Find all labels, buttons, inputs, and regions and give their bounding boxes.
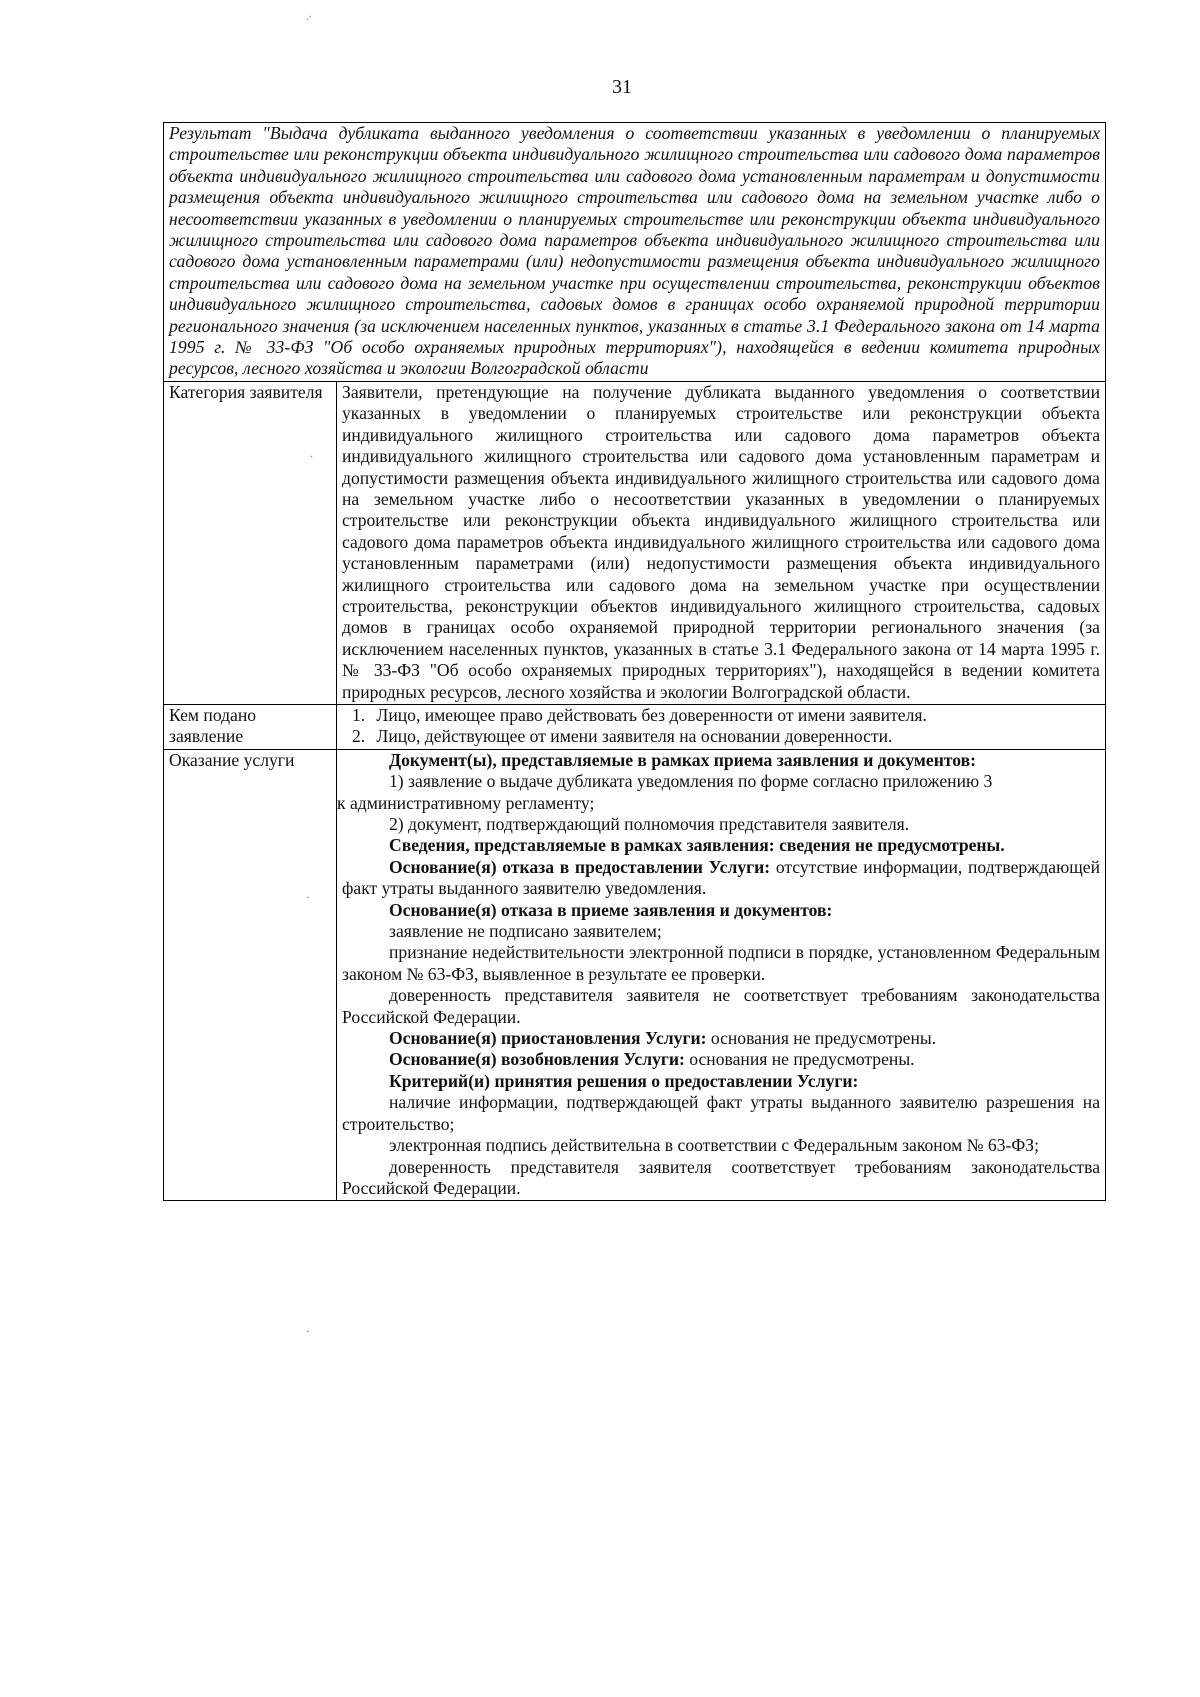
list-item	[342, 705, 1100, 726]
reject-item: заявление не подписано заявителем;	[389, 921, 662, 942]
result-title: Результат "Выдача дубликата выданного уведомления о соответствии указанных в уведомлении о планируемых строительстве или реконструкции объекта индивидуального жилищного строительства или садового дома параметров объекта индивидуального жилищного строительства или садового дома установленным параметрам и допустимости размещения объекта индивидуального жилищного строительства или садового дома на земельном участке либо о несоответствии указанных в уведомлении о планируемых строительстве или реконструкции объекта индивидуального жилищного строительства или садового дома параметров объекта индивидуального жилищного строительства или садового дома установленным параметрами (или) недопустимости размещения объекта индивидуального жилищного строительства или садового дома на земельном участке при осуществлении строительства, реконструкции объектов индивидуального жилищного строительства, садовых домов в границах особо охраняемой природной территории регионального значения (за исключением населенных пунктов, указанных в статье 3.1 Федерального закона от 14 марта 1995 г. № 33-ФЗ "Об особо охраняемых природных территориях"), находящейся в ведении комитета природных ресурсов, лесного хозяйства и экологии Волгоградской области	[164, 123, 1106, 382]
document-item-continued: к административному регламенту;	[337, 792, 595, 813]
list-text: Лицо, имеющее право действовать без доверенности от имени заявителя.	[376, 704, 927, 725]
suspend-value: основания не предусмотрены.	[710, 1028, 937, 1049]
info-label: Сведения, представляемые в рамках заявления:	[389, 835, 775, 856]
submitted-by-label: Кем подано заявление	[164, 704, 337, 749]
result-row	[164, 123, 1106, 382]
reject-item: доверенность представителя заявителя не соответствует требованиям законодательства Российской Федерации.	[342, 985, 1100, 1027]
scan-speck: ·	[306, 1327, 310, 1338]
document-item: 2) документ, подтверждающий полномочия представителя заявителя.	[389, 814, 910, 834]
resume-label: Основание(я) возобновления Услуги:	[389, 1049, 685, 1070]
service-details	[337, 749, 1106, 1201]
list-number: 1.	[352, 704, 366, 725]
criteria-heading: Критерий(и) принятия решения о предоставлении Услуги:	[389, 1070, 859, 1091]
resume-paragraph	[342, 1049, 1100, 1070]
submitted-by-list	[337, 704, 1106, 749]
criteria-item: электронная подпись действительна в соответствии с Федеральным законом № 63-ФЗ;	[389, 1135, 1039, 1156]
resume-value: основания не предусмотрены.	[689, 1049, 915, 1070]
document-item: 1) заявление о выдаче дубликата уведомления по форме согласно приложению 3	[389, 771, 993, 792]
criteria-item: наличие информации, подтверждающей факт утраты выданного заявителю разрешения на строительство;	[342, 1092, 1100, 1134]
scan-speck: ·	[306, 893, 310, 904]
reject-heading: Основание(я) отказа в приеме заявления и документов:	[389, 899, 833, 920]
applicant-category-text: Заявители, претендующие на получение дубликата выданного уведомления о соответствии указанных в уведомлении о планируемых строительстве или реконструкции объекта индивидуального жилищного строительства или садового дома параметров объекта индивидуального жилищного строительства или садового дома установленным параметрам и допустимости размещения объекта индивидуального жилищного строительства или садового дома на земельном участке либо о несоответствии указанных в уведомлении о планируемых строительстве или реконструкции объекта индивидуального жилищного строительства или садового дома параметров объекта индивидуального жилищного строительства или садового дома установленным параметрами (или) недопустимости размещения объекта индивидуального жилищного строительства или садового дома на земельном участке при осуществлении строительства, реконструкции объектов индивидуального жилищного строительства, садовых домов в границах особо охраняемой природной территории регионального значения (за исключением населенных пунктов, указанных в статье 3.1 Федерального закона от 14 марта 1995 г. № 33-ФЗ "Об особо охраняемых природных территориях"), находящейся в ведении комитета природных ресурсов, лесного хозяйства и экологии Волгоградской области.	[337, 381, 1106, 704]
list-text: Лицо, действующее от имени заявителя на основании доверенности.	[376, 726, 893, 747]
info-paragraph	[342, 835, 1100, 856]
applicant-category-row	[164, 381, 1106, 704]
scan-speck: ·	[310, 452, 314, 463]
page-number: 31	[612, 76, 632, 98]
refusal-label: Основание(я) отказа в предоставлении Услуги:	[389, 856, 771, 877]
submitted-by-row	[164, 704, 1106, 749]
service-label: Оказание услуги	[164, 749, 337, 1201]
list-item	[342, 726, 1100, 747]
regulation-table	[163, 122, 1106, 1201]
documents-heading: Документ(ы), представляемые в рамках приема заявления и документов:	[389, 749, 976, 770]
suspend-label: Основание(я) приостановления Услуги:	[389, 1028, 707, 1049]
criteria-item: доверенность представителя заявителя соответствует требованиям законодательства Российской Федерации.	[342, 1156, 1100, 1198]
list-number: 2.	[352, 726, 366, 747]
service-row	[164, 749, 1106, 1201]
info-value: сведения не предусмотрены.	[779, 835, 1005, 856]
suspend-paragraph	[342, 1028, 1100, 1049]
refusal-paragraph	[342, 857, 1100, 900]
refusal-value: отсутствие информации, подтверждающей факт утраты выданного заявителю уведомления.	[342, 856, 1101, 899]
scan-speck: .·	[306, 12, 312, 23]
reject-item: признание недействительности электронной подписи в порядке, установленном Федеральным законом № 63-ФЗ, выявленное в результате ее проверки.	[342, 942, 1100, 984]
applicant-category-label: Категория заявителя	[164, 381, 337, 704]
